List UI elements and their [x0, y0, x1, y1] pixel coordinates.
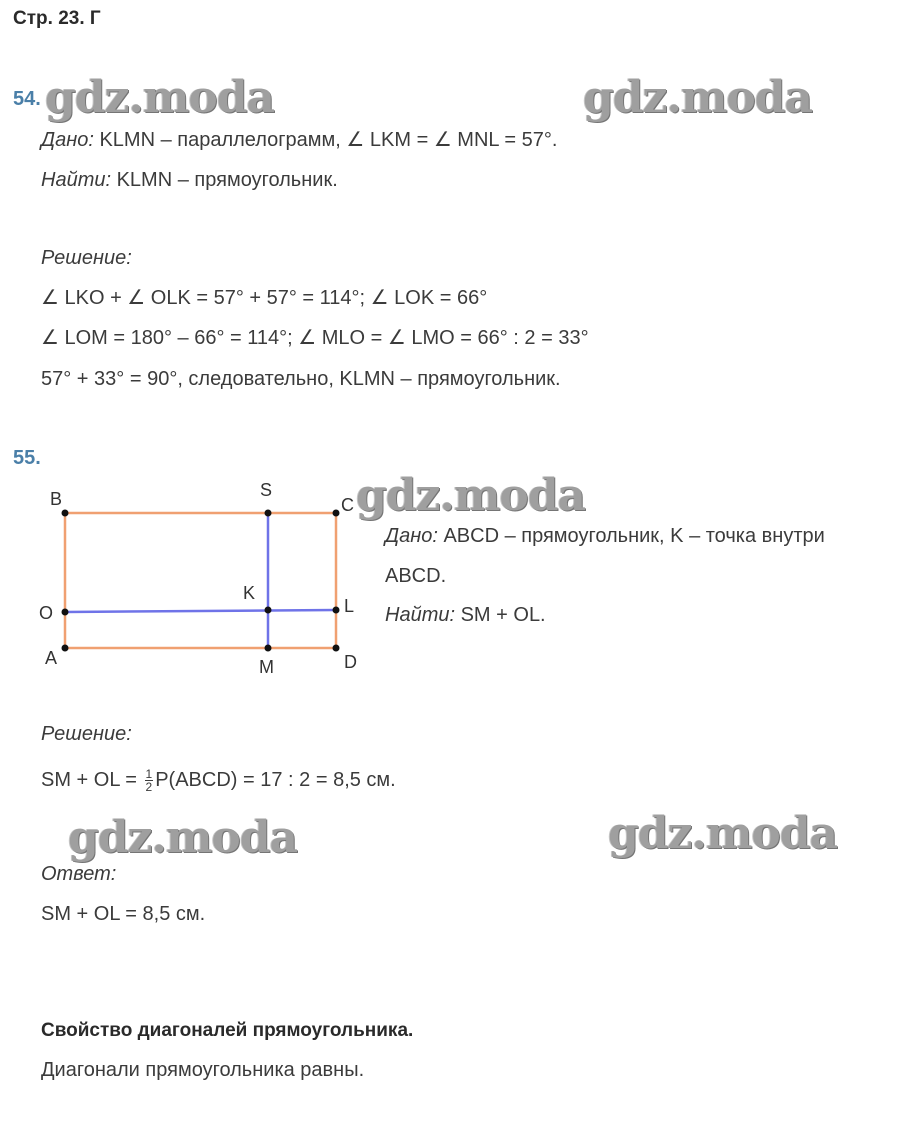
fraction-half: [145, 768, 154, 793]
task-54-given: [41, 128, 557, 152]
task-54-line-3: 57° + 33° = 90°, следовательно, KLMN – прямоугольник.: [41, 368, 561, 390]
property-title: Свойство диагоналей прямоугольника.: [41, 1020, 414, 1041]
solution-post: P(ABCD) = 17 : 2 = 8,5 см.: [155, 769, 396, 791]
task-55-given-cont: ABCD.: [385, 565, 447, 587]
point-s: [265, 510, 272, 517]
point-m: [265, 645, 272, 652]
task-55-number: 55.: [13, 447, 41, 469]
page-header: Стр. 23. Г: [13, 8, 101, 29]
point-k: [265, 607, 272, 614]
task-55-solution-label: Решение:: [41, 723, 132, 745]
watermark: gdz.moda: [68, 812, 298, 863]
task-55-given: [385, 524, 825, 548]
given-label: Дано:: [41, 129, 94, 151]
watermark: gdz.moda: [608, 808, 838, 859]
watermark: gdz.moda: [45, 72, 275, 123]
task-54-find: [41, 168, 338, 192]
given-label: Дано:: [385, 525, 438, 547]
point-o: [62, 609, 69, 616]
property-text: Диагонали прямоугольника равны.: [41, 1059, 365, 1081]
task-54-line-2: ∠ LOM = 180° – 66° = 114°; ∠ MLO = ∠ LMO = 66° : 2 = 33°: [41, 327, 589, 349]
given-text: KLMN – параллелограмм, ∠ LKM = ∠ MNL = 57°.: [93, 129, 558, 151]
task-55-solution: [41, 768, 396, 793]
label-k: K: [243, 583, 256, 603]
find-text: KLMN – прямоугольник.: [111, 169, 338, 191]
point-a: [62, 645, 69, 652]
label-a: A: [45, 648, 58, 668]
label-b: B: [50, 489, 63, 509]
rectangle-abcd: [65, 513, 336, 648]
label-d: D: [344, 652, 357, 672]
label-l: L: [344, 596, 355, 616]
watermark: gdz.moda: [356, 470, 586, 521]
point-l: [333, 607, 340, 614]
label-s: S: [260, 480, 273, 500]
task-54-solution-label: Решение:: [41, 247, 132, 269]
solution-pre: SM + OL =: [41, 769, 143, 791]
task-55-find: [385, 603, 546, 627]
task-55-answer-label: Ответ:: [41, 863, 117, 885]
label-c: C: [341, 495, 354, 515]
rectangle-diagram: [0, 470, 380, 685]
find-text: SM + OL.: [455, 604, 546, 626]
find-label: Найти:: [385, 604, 456, 626]
task-55-answer: SM + OL = 8,5 см.: [41, 903, 206, 925]
find-label: Найти:: [41, 169, 112, 191]
fraction-numerator: 1: [145, 767, 153, 782]
label-m: M: [259, 657, 274, 677]
point-b: [62, 510, 69, 517]
task-54-line-1: ∠ LKO + ∠ OLK = 57° + 57° = 114°; ∠ LOK = 66°: [41, 287, 488, 309]
label-o: O: [39, 603, 54, 623]
fraction-denominator: 2: [145, 780, 153, 795]
task-54-number: 54.: [13, 88, 41, 110]
given-text: ABCD – прямоугольник, K – точка внутри: [437, 525, 825, 547]
point-c: [333, 510, 340, 517]
segment-ol: [65, 610, 336, 612]
watermark: gdz.moda: [583, 72, 813, 123]
point-d: [333, 645, 340, 652]
